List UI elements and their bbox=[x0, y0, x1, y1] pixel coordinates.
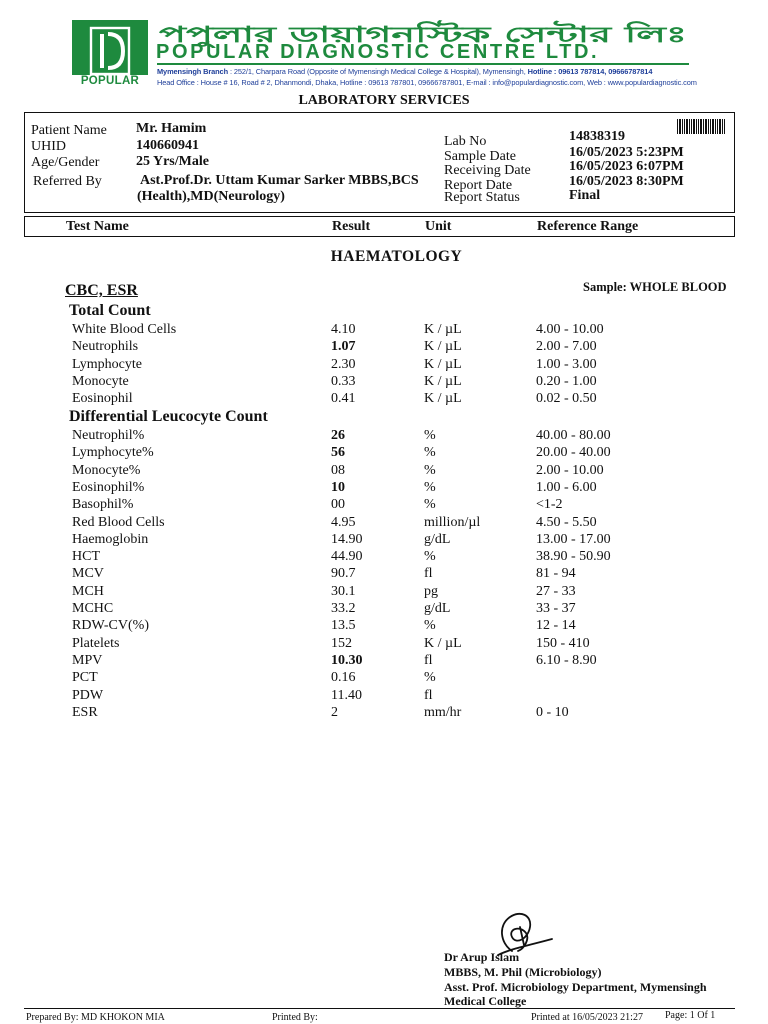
table-row bbox=[0, 444, 768, 461]
table-row bbox=[0, 514, 768, 531]
col-test-name: Test Name bbox=[66, 219, 129, 234]
test-name: Basophil% bbox=[72, 497, 134, 513]
test-name: White Blood Cells bbox=[72, 322, 177, 337]
table-row bbox=[0, 479, 768, 496]
report-date-value: 16/05/2023 8:30PM bbox=[569, 174, 684, 189]
test-unit: % bbox=[424, 428, 436, 443]
test-unit: pg bbox=[424, 583, 438, 599]
test-name: MCH bbox=[72, 583, 104, 599]
test-name: Lymphocyte% bbox=[72, 445, 154, 461]
test-name: Eosinophil% bbox=[72, 479, 145, 495]
table-row bbox=[0, 427, 768, 444]
test-name: MCV bbox=[72, 566, 104, 582]
test-result: 152 bbox=[331, 635, 352, 651]
test-unit: % bbox=[424, 618, 436, 634]
head-office-address: Head Office : House # 16, Road # 2, Dhanmondi, Dhaka, Hotline : 09613 787801, 09666787801, E-mail : info@populardiagnostic.com, Web : www.populardiagnostic.com bbox=[157, 78, 697, 87]
test-unit: fl bbox=[424, 687, 433, 703]
table-row bbox=[0, 635, 768, 652]
test-name: Red Blood Cells bbox=[72, 514, 165, 530]
test-result: 2 bbox=[331, 704, 338, 720]
test-name: Platelets bbox=[72, 635, 120, 651]
test-result: 0.41 bbox=[331, 391, 356, 407]
test-name: Lymphocyte bbox=[72, 356, 142, 372]
col-result: Result bbox=[332, 219, 371, 234]
reference-range: 1.00 - 6.00 bbox=[536, 479, 597, 495]
barcode bbox=[677, 119, 725, 134]
prepared-by: Prepared By: MD KHOKON MIA bbox=[26, 1012, 165, 1023]
footer-divider bbox=[24, 1008, 735, 1009]
receiving-date-label: Receiving Date bbox=[444, 163, 531, 178]
table-row bbox=[0, 687, 768, 704]
lab-no-value: 14838319 bbox=[569, 129, 625, 144]
test-result: 14.90 bbox=[331, 531, 363, 547]
test-name: Monocyte bbox=[72, 373, 129, 389]
test-unit: g/dL bbox=[424, 531, 451, 547]
test-unit: K / µL bbox=[424, 635, 462, 651]
reference-range: 20.00 - 40.00 bbox=[536, 445, 611, 461]
test-name: RDW-CV(%) bbox=[72, 618, 149, 634]
test-unit: mm/hr bbox=[424, 704, 462, 720]
table-row bbox=[0, 583, 768, 600]
printed-at: Printed at 16/05/2023 21:27 bbox=[531, 1012, 643, 1023]
reference-range: 2.00 - 10.00 bbox=[536, 462, 604, 478]
results-table-header bbox=[24, 216, 735, 237]
services-title: LABORATORY SERVICES bbox=[298, 93, 470, 108]
branch-address-text: : 252/1, Charpara Road (Opposite of Mymensingh Medical College & Hospital), Mymensingh, bbox=[228, 67, 528, 76]
test-result: 10 bbox=[331, 479, 345, 495]
test-unit: % bbox=[424, 462, 436, 478]
col-unit: Unit bbox=[425, 219, 452, 234]
reference-range: 13.00 - 17.00 bbox=[536, 531, 611, 547]
table-row bbox=[0, 321, 768, 338]
test-name: MPV bbox=[72, 652, 103, 668]
reference-range: 4.00 - 10.00 bbox=[536, 322, 604, 337]
section-title: HAEMATOLOGY bbox=[330, 248, 463, 265]
patient-name-label: Patient Name bbox=[31, 123, 107, 138]
test-result: 26 bbox=[331, 428, 345, 443]
test-unit: K / µL bbox=[424, 339, 462, 355]
reference-range: <1-2 bbox=[536, 497, 563, 513]
test-unit: % bbox=[424, 670, 436, 686]
subhead-differential: Differential Leucocyte Count bbox=[69, 408, 268, 425]
test-result: 0.16 bbox=[331, 670, 356, 686]
col-reference-range: Reference Range bbox=[537, 219, 639, 234]
table-row bbox=[0, 373, 768, 390]
reference-range: 150 - 410 bbox=[536, 635, 590, 651]
table-row bbox=[0, 669, 768, 686]
test-unit: g/dL bbox=[424, 601, 451, 616]
bengali-company-name-text: পপুলার ডায়াগনস্টিক সেন্টার লিঃ bbox=[159, 23, 452, 48]
signatory-degree: MBBS, M. Phil (Microbiology) bbox=[444, 965, 602, 979]
report-date-label: Report Date bbox=[444, 178, 513, 193]
test-result: 4.10 bbox=[331, 322, 356, 337]
table-row bbox=[0, 704, 768, 721]
test-name: PDW bbox=[72, 687, 104, 703]
table-row bbox=[0, 496, 768, 513]
subhead-total-count: Total Count bbox=[69, 302, 151, 319]
test-result: 2.30 bbox=[331, 356, 356, 372]
test-name: PCT bbox=[72, 670, 98, 686]
branch-address bbox=[157, 67, 697, 76]
referred-by-line1: Ast.Prof.Dr. Uttam Kumar Sarker MBBS,BCS bbox=[140, 173, 419, 188]
report-status-label: Report Status bbox=[444, 190, 520, 205]
test-result: 44.90 bbox=[331, 549, 363, 565]
signatory-title-line2: Medical College bbox=[444, 994, 527, 1008]
reference-range: 6.10 - 8.90 bbox=[536, 652, 597, 668]
sample-date-label: Sample Date bbox=[444, 149, 516, 164]
patient-name: Mr. Hamim bbox=[136, 121, 207, 136]
test-group-title: CBC, ESR bbox=[65, 282, 138, 299]
table-row bbox=[0, 531, 768, 548]
table-row bbox=[0, 617, 768, 634]
signatory-name: Dr Arup Islam bbox=[444, 950, 520, 964]
reference-range: 27 - 33 bbox=[536, 583, 576, 599]
logo-wordmark: POPULAR bbox=[72, 75, 148, 88]
page-number: Page: 1 Of 1 bbox=[665, 1010, 716, 1021]
test-result: 13.5 bbox=[331, 618, 356, 634]
test-unit: % bbox=[424, 445, 436, 461]
sample-date-value: 16/05/2023 5:23PM bbox=[569, 145, 684, 160]
test-unit: % bbox=[424, 549, 436, 565]
table-row bbox=[0, 462, 768, 479]
referred-by-line2: (Health),MD(Neurology) bbox=[137, 189, 285, 204]
age-gender-value: 25 Yrs/Male bbox=[136, 154, 209, 169]
test-result: 90.7 bbox=[331, 566, 356, 582]
test-result: 30.1 bbox=[331, 583, 356, 599]
test-result: 1.07 bbox=[331, 339, 356, 355]
test-result: 56 bbox=[331, 445, 345, 461]
table-row bbox=[0, 565, 768, 582]
test-result: 10.30 bbox=[331, 652, 363, 668]
age-gender-label: Age/Gender bbox=[31, 155, 100, 170]
header-divider bbox=[157, 63, 689, 65]
test-result: 08 bbox=[331, 462, 345, 478]
test-unit: fl bbox=[424, 566, 433, 582]
test-unit: fl bbox=[424, 652, 433, 668]
test-name: Monocyte% bbox=[72, 462, 141, 478]
reference-range: 0 - 10 bbox=[536, 704, 569, 720]
table-row bbox=[0, 390, 768, 407]
test-unit: % bbox=[424, 497, 436, 513]
test-unit: K / µL bbox=[424, 356, 462, 372]
test-name: MCHC bbox=[72, 601, 114, 616]
reference-range: 40.00 - 80.00 bbox=[536, 428, 611, 443]
test-result: 11.40 bbox=[331, 687, 362, 703]
reference-range: 38.90 - 50.90 bbox=[536, 549, 611, 565]
reference-range: 81 - 94 bbox=[536, 566, 576, 582]
uhid-value: 140660941 bbox=[136, 138, 199, 153]
test-unit: million/µl bbox=[424, 514, 481, 530]
lab-no-label: Lab No bbox=[444, 134, 487, 149]
reference-range: 4.50 - 5.50 bbox=[536, 514, 597, 530]
test-unit: K / µL bbox=[424, 322, 462, 337]
sample-type: Sample: WHOLE BLOOD bbox=[583, 280, 727, 294]
table-row bbox=[0, 338, 768, 355]
branch-hotline-label: Hotline bbox=[527, 67, 552, 76]
reference-range: 2.00 - 7.00 bbox=[536, 339, 597, 355]
table-row bbox=[0, 356, 768, 373]
reference-range: 33 - 37 bbox=[536, 601, 576, 616]
reference-range: 0.02 - 0.50 bbox=[536, 391, 597, 407]
signatory-title-line1: Asst. Prof. Microbiology Department, Mymensingh bbox=[444, 980, 707, 994]
table-row bbox=[0, 600, 768, 617]
test-result: 33.2 bbox=[331, 601, 356, 616]
uhid-label: UHID bbox=[31, 139, 66, 154]
company-name: POPULAR DIAGNOSTIC CENTRE LTD. bbox=[156, 41, 600, 63]
test-unit: K / µL bbox=[424, 373, 462, 389]
test-name: Eosinophil bbox=[72, 391, 133, 407]
branch-label: Mymensingh Branch bbox=[157, 67, 228, 76]
branch-hotline: : 09613 787814, 09666787814 bbox=[551, 67, 653, 76]
test-result: 00 bbox=[331, 497, 345, 513]
report-status-value: Final bbox=[569, 188, 601, 203]
referred-by-label: Referred By bbox=[33, 174, 102, 189]
test-unit: % bbox=[424, 479, 436, 495]
test-name: Neutrophils bbox=[72, 339, 139, 355]
receiving-date-value: 16/05/2023 6:07PM bbox=[569, 159, 684, 174]
test-name: Neutrophil% bbox=[72, 428, 145, 443]
test-name: Haemoglobin bbox=[72, 531, 149, 547]
test-name: ESR bbox=[72, 704, 98, 720]
table-row bbox=[0, 652, 768, 669]
test-result: 0.33 bbox=[331, 373, 356, 389]
test-unit: K / µL bbox=[424, 391, 462, 407]
reference-range: 0.20 - 1.00 bbox=[536, 373, 597, 389]
table-row bbox=[0, 548, 768, 565]
reference-range: 1.00 - 3.00 bbox=[536, 356, 597, 372]
printed-by: Printed By: bbox=[272, 1012, 318, 1023]
test-result: 4.95 bbox=[331, 514, 356, 530]
reference-range: 12 - 14 bbox=[536, 618, 576, 634]
test-name: HCT bbox=[72, 549, 100, 565]
